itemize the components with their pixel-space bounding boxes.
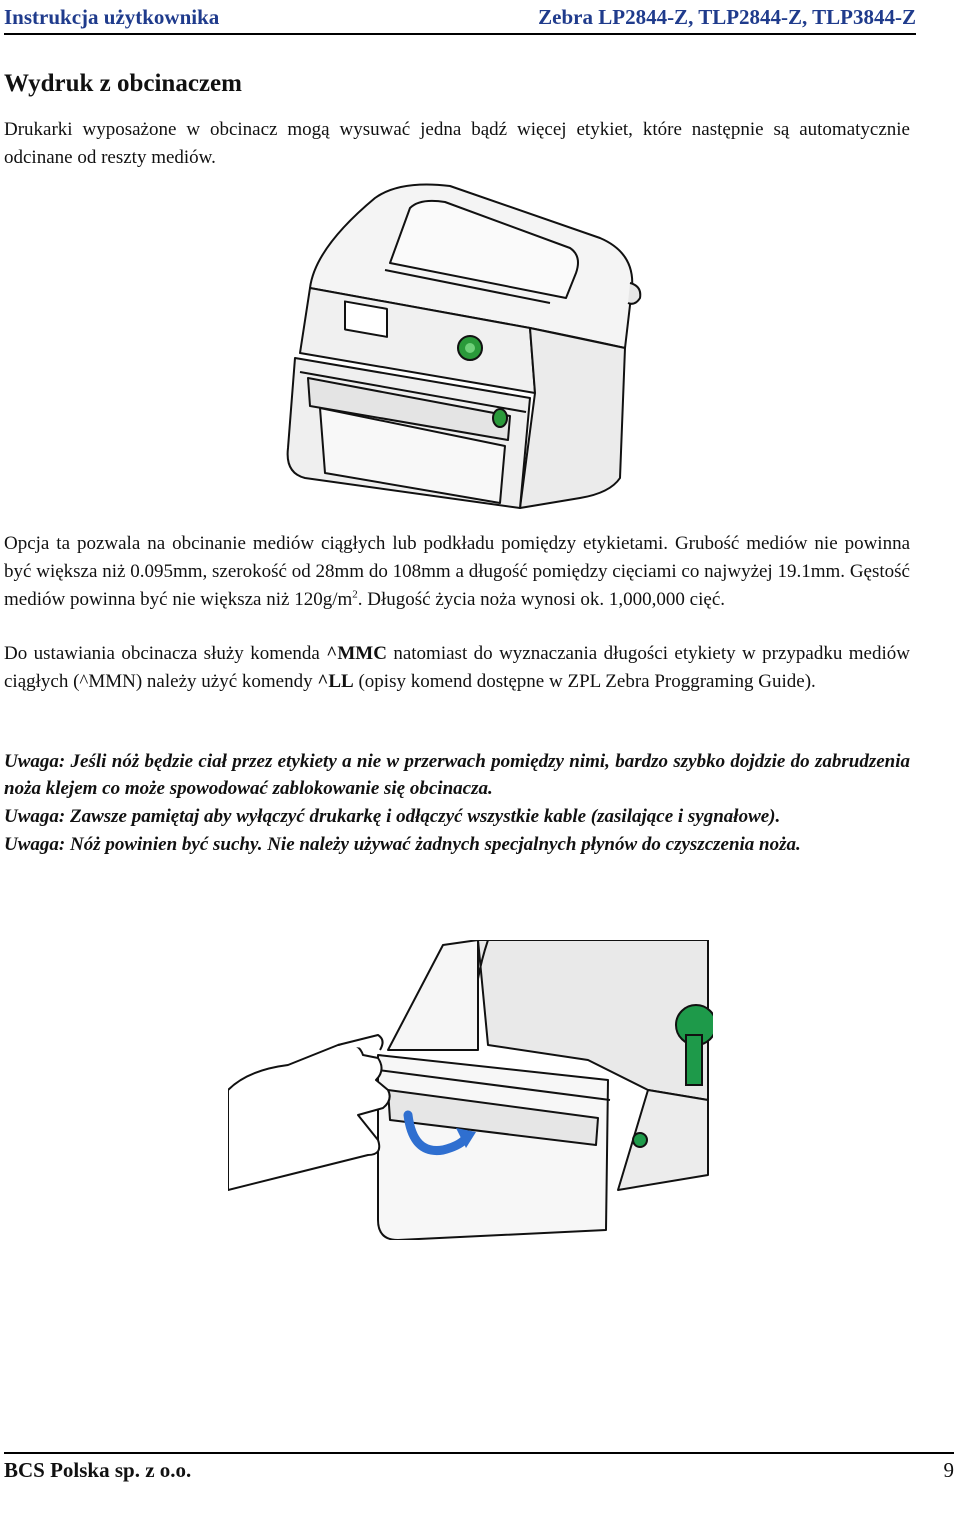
note-power-off: Uwaga: Zawsze pamiętaj aby wyłączyć drukarkę i odłączyć wszystkie kable (zasilające i sygnałowe). xyxy=(4,806,781,827)
notes-block xyxy=(4,748,910,859)
intro-paragraph: Drukarki wyposażone w obcinacz mogą wysuwać jedna bądź więcej etykiet, które następnie są automatycznie odcinane od reszty mediów. xyxy=(4,119,910,168)
spec-text-end: . Długość życia noża wynosi ok. 1,000,000 cięć. xyxy=(357,589,726,610)
command-text-c: (opisy komend dostępne w ZPL Zebra Proggraming Guide). xyxy=(353,671,816,692)
command-text-a: Do ustawiania obcinacza służy komenda xyxy=(4,643,327,664)
command-mmc: ^MMC xyxy=(326,643,387,664)
header-manual-title: Instrukcja użytkownika xyxy=(4,5,220,29)
spec-superscript: 2 xyxy=(352,588,358,601)
command-text-b: natomiast do wyznaczania długości etykiety w przypadku mediów ciągłych (^MMN) należy użyć komendy xyxy=(4,643,910,692)
cutter-opening-illustration xyxy=(228,940,713,1240)
page-number: 9 xyxy=(943,1458,954,1482)
footer-company: BCS Polska sp. z o.o. xyxy=(4,1458,192,1482)
specification-paragraph xyxy=(4,530,910,614)
printer-with-cutter-illustration xyxy=(280,178,650,518)
command-paragraph xyxy=(4,640,910,696)
note-cut-position: Uwaga: Jeśli nóż będzie ciał przez etykiety a nie w przerwach pomiędzy nimi, bardzo szybko dojdzie do zabrudzenia noża klejem co może spowodować zablokowanie się obcinacza. xyxy=(4,751,910,799)
page-header xyxy=(4,0,916,35)
header-model-names: Zebra LP2844-Z, TLP2844-Z, TLP3844-Z xyxy=(538,5,916,29)
command-ll: ^LL xyxy=(317,671,354,692)
page-footer xyxy=(4,1452,954,1514)
spec-text: Opcja ta pozwala na obcinanie mediów ciągłych lub podkładu pomiędzy etykietami. Grubość mediów nie powinna być większa niż 0.095mm, szerokość od 28mm do 108mm a długość pomiędzy cięciami co najwyżej 19.1mm. Gęstość mediów powinna być nie większa niż 120g/m xyxy=(4,533,910,610)
note-dry-knife: Uwaga: Nóż powinien być suchy. Nie należy używać żadnych specjalnych płynów do czyszczenia noża. xyxy=(4,834,801,855)
section-title: Wydruk z obcinaczem xyxy=(4,70,242,97)
